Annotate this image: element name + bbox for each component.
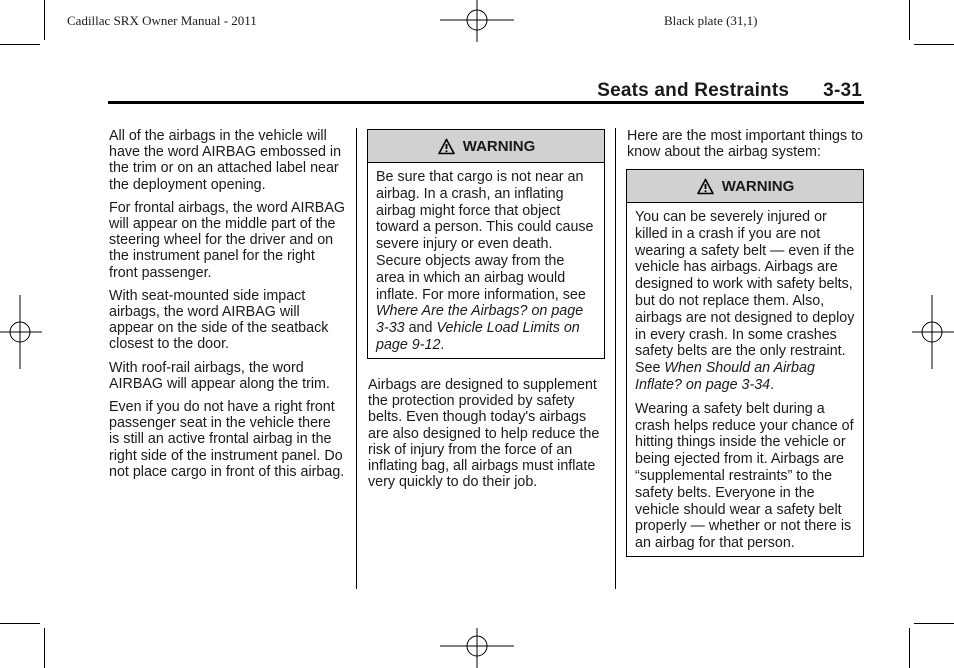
crop-mark: [914, 44, 954, 45]
crop-mark: [909, 628, 910, 668]
column-divider: [356, 128, 357, 589]
warning-text-run: .: [770, 376, 775, 393]
column-divider: [615, 128, 616, 589]
warning-text-run: Be sure that cargo is not near an airbag. In a crash, an inflating airbag might force that object toward a person. This could cause severe injury or even death. Secure objects away from the area in which an airbag would inflate. For more information, see: [376, 169, 594, 303]
paragraph: All of the airbags in the vehicle will have the word AIRBAG embossed in the trim or on an attached label near the deployment opening.: [109, 128, 342, 193]
warning-box: [626, 169, 864, 557]
warning-triangle-icon: [437, 138, 456, 155]
cross-reference: When Should an Airbag Inflate? on page 3-34: [635, 360, 815, 393]
crop-mark: [44, 0, 45, 40]
crop-mark: [0, 623, 40, 624]
warning-text-run: You can be severely injured or killed in a crash if you are not wearing a safety belt — even if the vehicle has airbags. Airbags are designed to work with safety belts, but do not replace them. Also, airbags are not designed to deploy in every crash. In some crashes safety belts are the only restraint. See: [635, 209, 855, 377]
warning-body: [627, 203, 863, 565]
crop-mark: [914, 623, 954, 624]
warning-label: WARNING: [462, 137, 536, 155]
section-title: Seats and Restraints: [597, 80, 790, 101]
warning-box: [367, 129, 605, 359]
cross-reference: Vehicle Load Limits on page 9-12: [376, 320, 580, 353]
column-1: [109, 128, 345, 487]
registration-crosshair-icon: [440, 0, 514, 42]
page-number: 3-31: [823, 80, 862, 101]
paragraph: For frontal airbags, the word AIRBAG will appear on the middle part of the steering wheel for the driver and on the instrument panel for the right front passenger.: [109, 199, 346, 281]
warning-header: [627, 170, 863, 203]
crop-mark: [909, 0, 910, 40]
header-rule: [108, 101, 864, 104]
registration-crosshair-icon: [440, 628, 514, 668]
paragraph: Airbags are designed to supplement the protection provided by safety belts. Even though today's airbags are also designed to help reduce the risk of injury from the force of an inflating bag, all airbags must inflate very quickly to do their job.: [368, 377, 600, 491]
warning-header: [368, 130, 604, 163]
crop-mark: [0, 44, 40, 45]
registration-crosshair-icon: [0, 295, 42, 369]
warning-text-run: and: [404, 320, 437, 337]
plate-label: Black plate (31,1): [664, 13, 758, 28]
paragraph: With roof-rail airbags, the word AIRBAG will appear along the trim.: [109, 359, 330, 392]
warning-text: [635, 209, 855, 394]
column-3: [627, 128, 863, 167]
paragraph: Here are the most important things to know about the airbag system:: [627, 128, 864, 161]
warning-text: [376, 169, 596, 354]
paragraph: With seat-mounted side impact airbags, the word AIRBAG will appear on the side of the seatback closest to the door.: [109, 287, 329, 353]
warning-label: WARNING: [721, 177, 795, 195]
running-head: [597, 80, 862, 102]
registration-crosshair-icon: [912, 295, 954, 369]
cross-reference: Where Are the Airbags? on page 3-33: [376, 303, 584, 337]
warning-text: Wearing a safety belt during a crash helps reduce your chance of hitting things inside the vehicle or being ejected from it. Airbags are “supplemental restraints” to the safety belts. Everyone in the vehicle should wear a safety belt properly — whether or not there is an airbag for that person.: [635, 400, 854, 552]
warning-body: [368, 163, 604, 367]
column-2: [368, 377, 606, 497]
manual-title: Cadillac SRX Owner Manual - 2011: [67, 13, 257, 28]
crop-mark: [44, 628, 45, 668]
warning-text-run: .: [440, 336, 445, 353]
warning-triangle-icon: [696, 178, 715, 195]
paragraph: Even if you do not have a right front passenger seat in the vehicle there is still an active frontal airbag in the right side of the instrument panel. Do not place cargo in front of this airbag.: [109, 399, 345, 480]
